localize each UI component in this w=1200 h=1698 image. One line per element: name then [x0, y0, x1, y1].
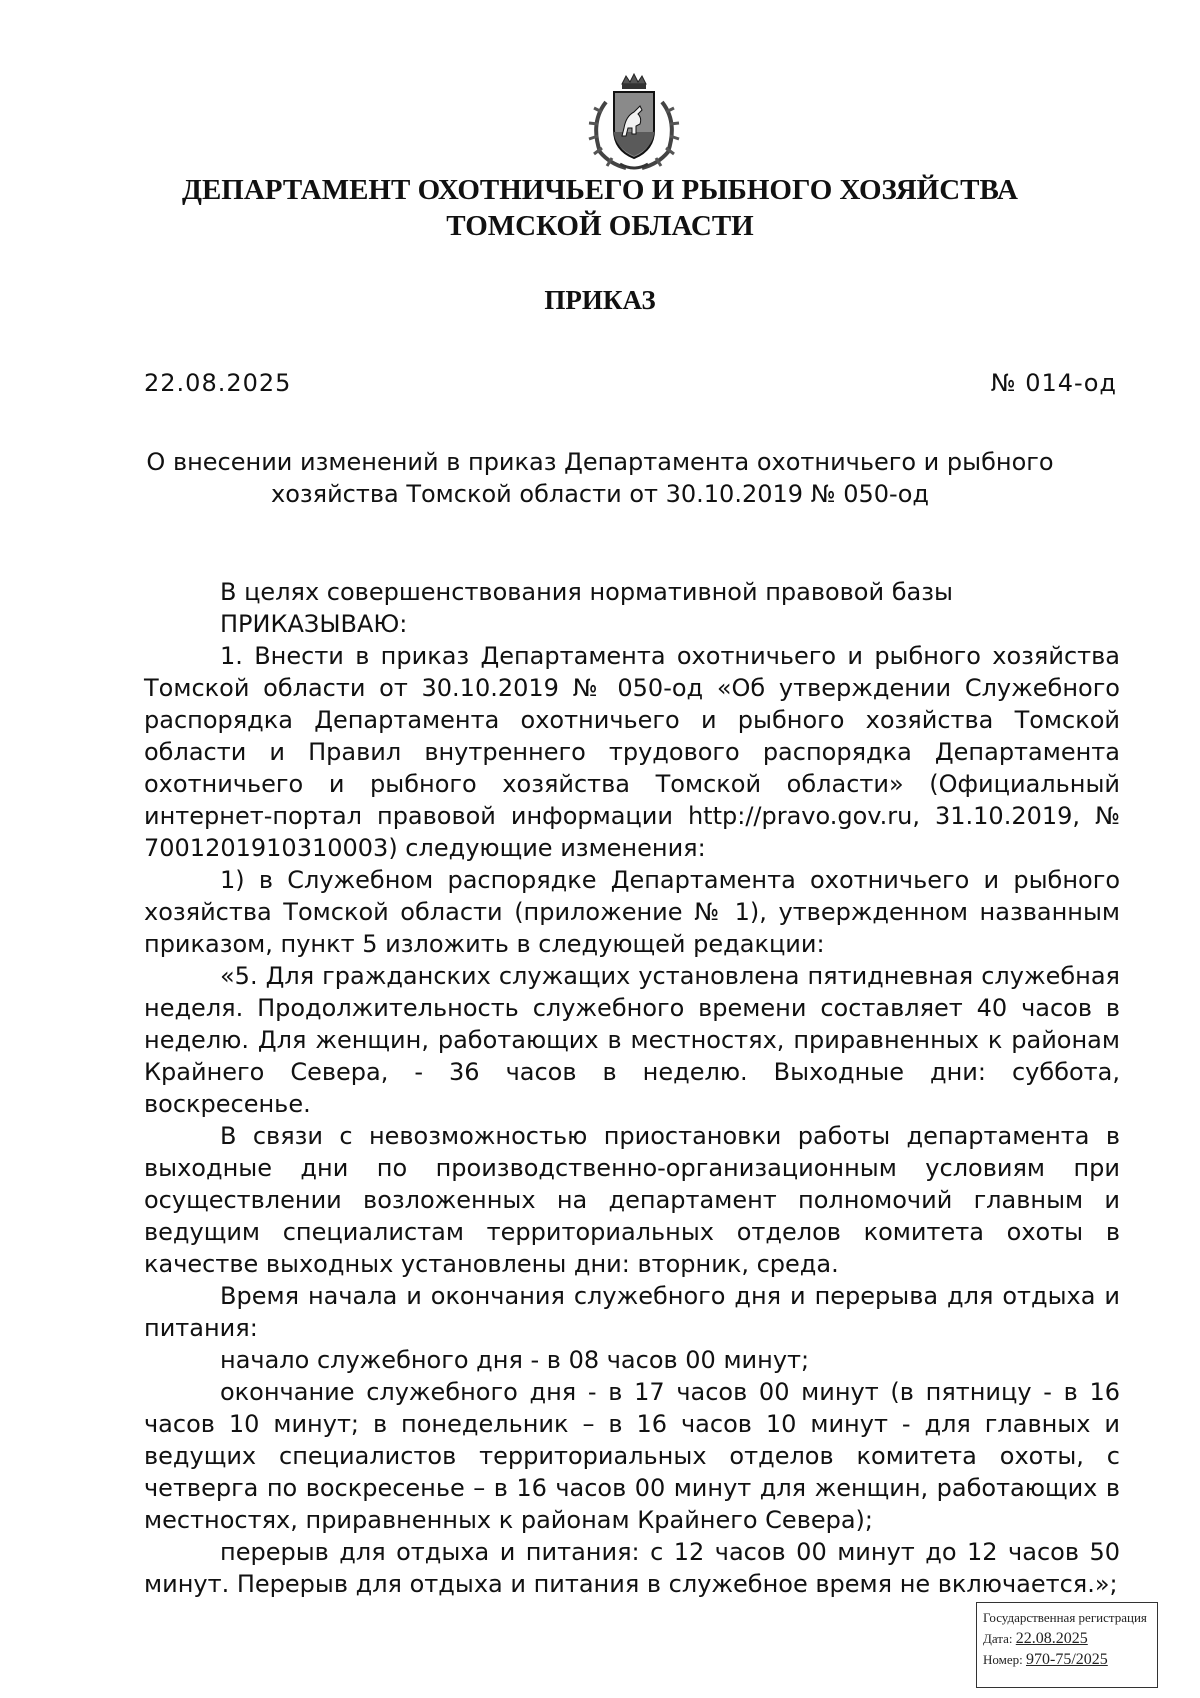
registration-number-value: 970-75/2025 — [1026, 1651, 1108, 1668]
schedule-intro-paragraph: Время начала и окончания служебного дня и перерыва для отдыха и питания: — [144, 1282, 1120, 1342]
registration-date-row — [983, 1628, 1151, 1649]
registration-date-value: 22.08.2025 — [1015, 1630, 1088, 1647]
order-number: № 014-од — [990, 369, 1117, 397]
subitem-1-paragraph: 1) в Служебном распорядке Департамента охотничьего и рыбного хозяйства Томской области (приложение № 1), утвержденном названным приказом, пункт 5 изложить в следующей редакции: — [144, 866, 1120, 958]
registration-number-row — [983, 1649, 1151, 1670]
workday-end-paragraph: окончание служебного дня - в 17 часов 00 минут (в пятницу - в 16 часов 10 минут; в понедельник – в 16 часов 10 минут - для главных и ведущих специалистов территориальных отделов комитета охоты, с четверга по воскресенье – в 16 часов 00 минут для женщин, работающих в местностях, приравненных к районам Крайнего Севера); — [144, 1378, 1120, 1534]
item-1-paragraph: 1. Внести в приказ Департамента охотничьего и рыбного хозяйства Томской области от 30.10.2019 № 050-од «Об утверждении Служебного распорядка Департамента охотничьего и рыбного хозяйства Томской области и Правил внутреннего трудового распорядка Департамента охотничьего и рыбного хозяйства Томской области» (Официальный интернет-портал правовой информации http://pravo.gov.ru, 31.10.2019, № 7001201910310003) следующие изменения: — [144, 642, 1120, 862]
registration-stamp — [976, 1602, 1158, 1688]
registration-date-label: Дата: — [983, 1631, 1013, 1646]
lunch-break-paragraph: перерыв для отдыха и питания: с 12 часов 00 минут до 12 часов 50 минут. Перерыв для отдыха и питания в служебное время не включается.»; — [144, 1538, 1120, 1598]
order-directive: ПРИКАЗЫВАЮ: — [220, 610, 408, 638]
preamble-paragraph: В целях совершенствования нормативной правовой базы — [220, 578, 953, 606]
order-body — [144, 576, 1120, 1600]
order-date: 22.08.2025 — [144, 369, 292, 397]
document-type-title: ПРИКАЗ — [544, 285, 656, 315]
coat-of-arms-icon — [576, 72, 692, 172]
registration-title: Государственная регистрация — [983, 1610, 1147, 1625]
subject-line-1: О внесении изменений в приказ Департамента охотничьего и рыбного — [146, 448, 1054, 476]
subject-line-2: хозяйства Томской области от 30.10.2019 № 050-од — [271, 480, 929, 508]
department-name-line-1: ДЕПАРТАМЕНТ ОХОТНИЧЬЕГО И РЫБНОГО ХОЗЯЙСТВА — [182, 174, 1018, 206]
days-off-paragraph: В связи с невозможностью приостановки работы департамента в выходные дни по производственно-организационным условиям при осуществлении возложенных на департамент полномочий главным и ведущим специалистам территориальных отделов комитета охоты в качестве выходных установлены дни: вторник, среда. — [144, 1122, 1120, 1278]
workday-start-paragraph: начало служебного дня - в 08 часов 00 минут; — [220, 1346, 810, 1374]
registration-number-label: Номер: — [983, 1652, 1023, 1667]
clause-5-paragraph: «5. Для гражданских служащих установлена пятидневная служебная неделя. Продолжительность служебного времени составляет 40 часов в неделю. Для женщин, работающих в местностях, приравненных к районам Крайнего Севера, - 36 часов в неделю. Выходные дни: суббота, воскресенье. — [144, 962, 1120, 1118]
department-name-line-2: ТОМСКОЙ ОБЛАСТИ — [446, 210, 754, 242]
